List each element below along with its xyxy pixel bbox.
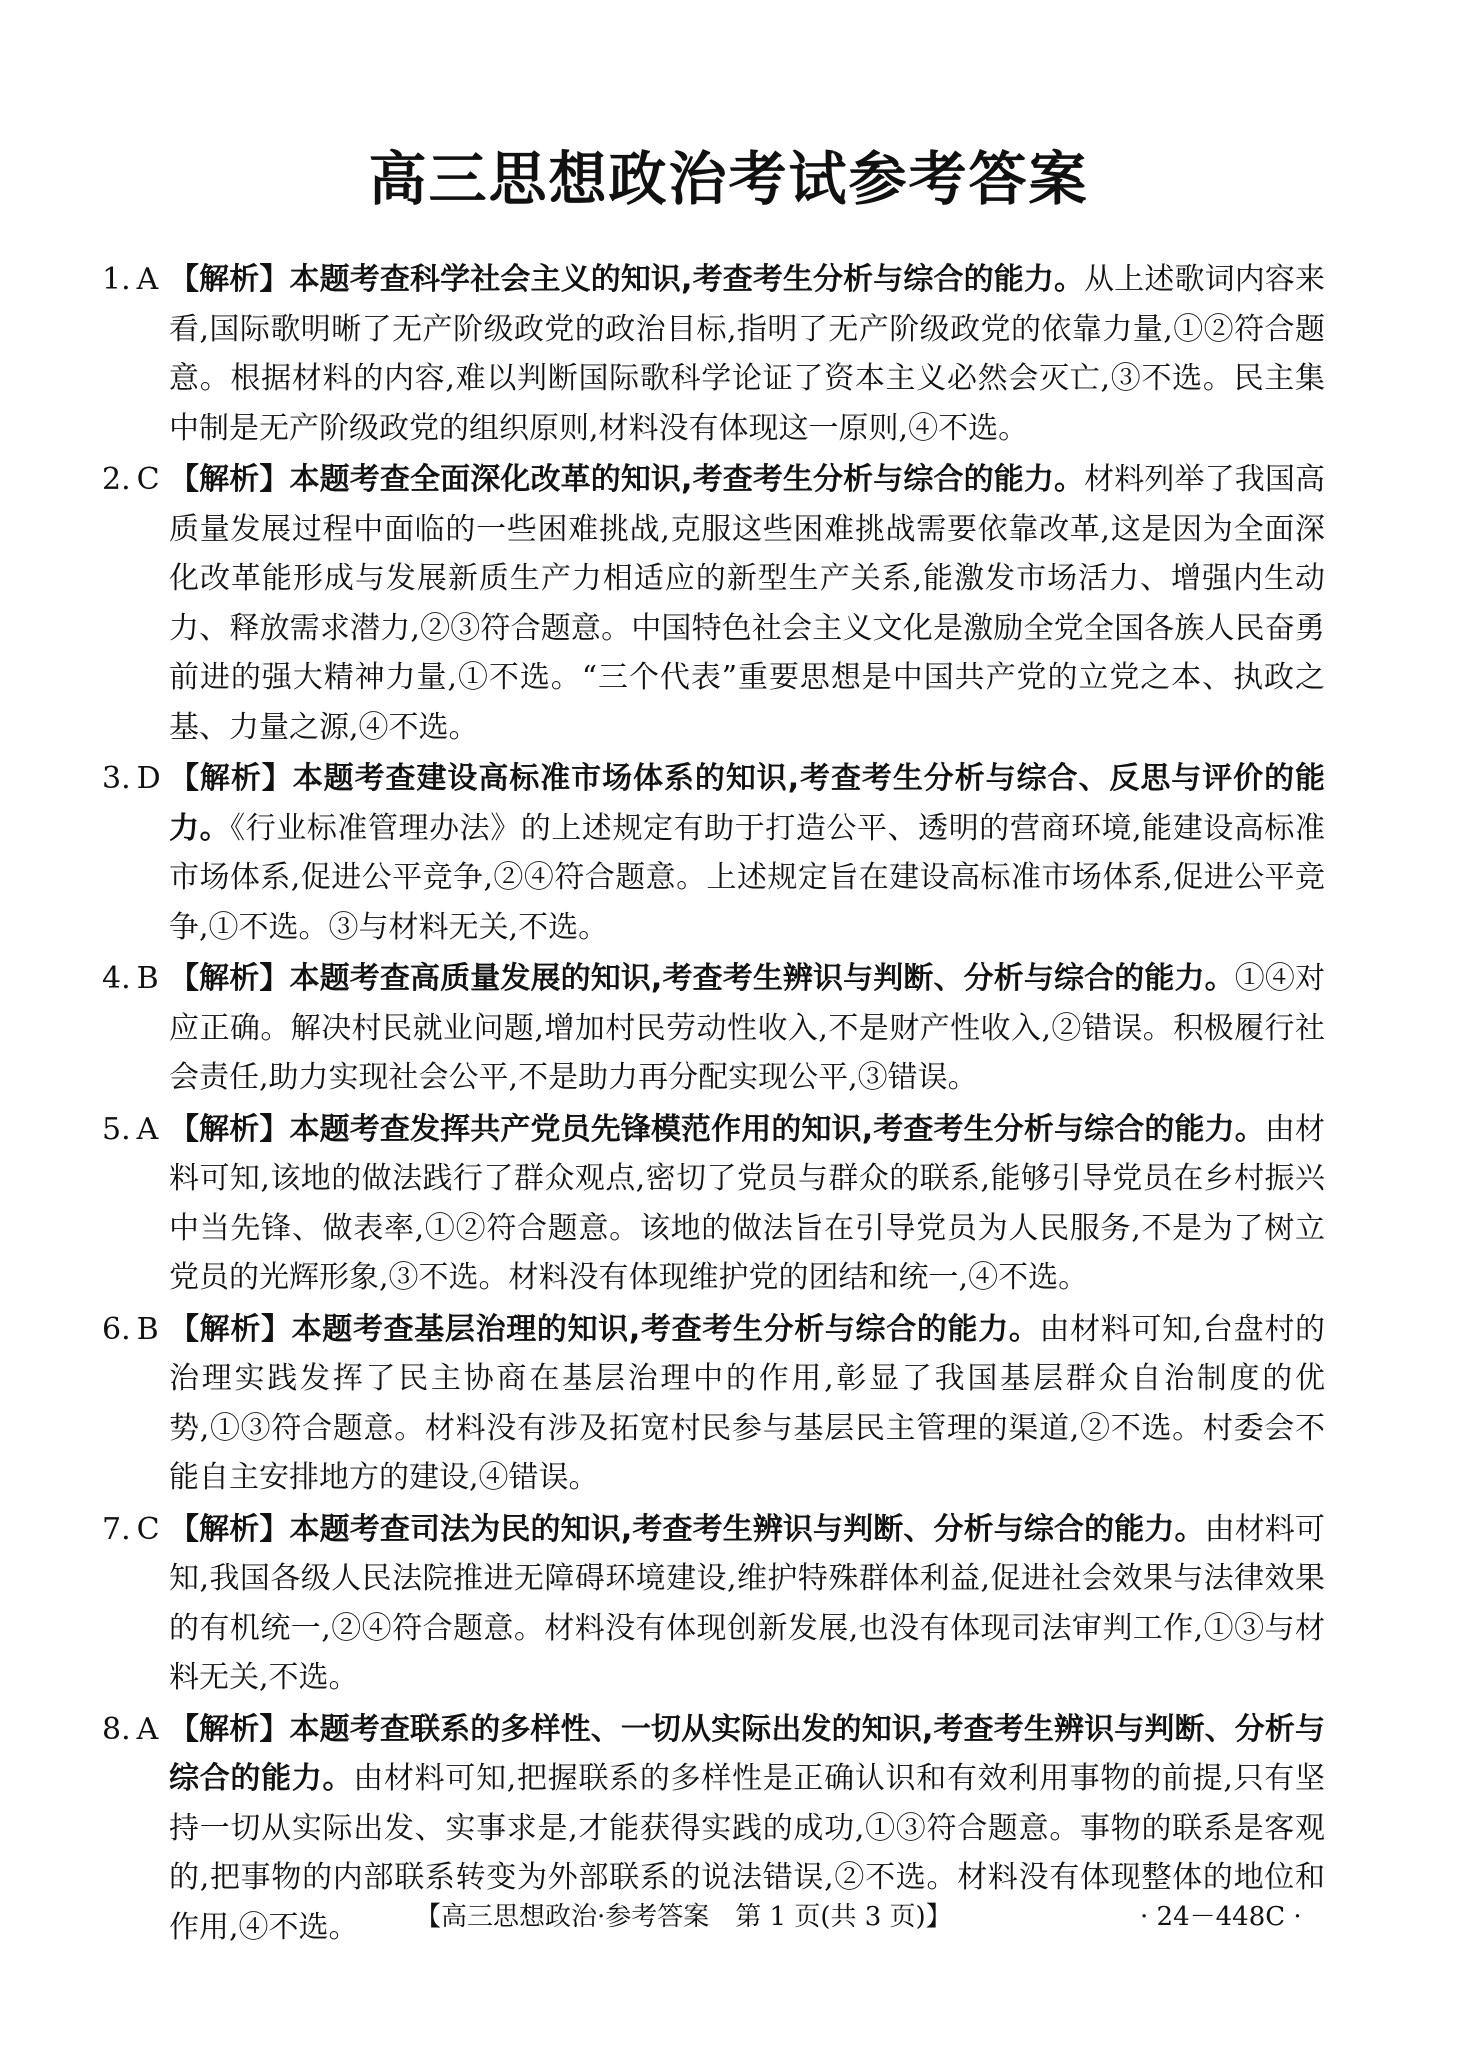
item-number: 2. C <box>102 462 160 497</box>
analysis-lead: 本题考查基层治理的知识,考查考生分析与综合的能力。 <box>291 1311 1040 1347</box>
analysis-tag: 【解析】 <box>169 1711 290 1747</box>
item-number: 3. D <box>102 761 161 796</box>
answer-letter: A <box>136 262 159 297</box>
analysis-tag: 【解析】 <box>169 1511 290 1547</box>
footer-page-info: 【高三思想政治·参考答案 第 1 页(共 3 页)】 <box>415 1902 952 1932</box>
analysis-body: ①④对应正确。解决村民就业问题,增加村民劳动性收入,不是财产性收入,②错误。积极履行社会责任,助力实现社会公平,不是助力再分配实现公平,③错误。 <box>169 961 1325 1095</box>
analysis-tag: 【解析】 <box>169 462 290 497</box>
analysis-lead: 本题考查全面深化改革的知识,考查考生分析与综合的能力。 <box>289 462 1085 497</box>
analysis-body: 由材料可知,我国各级人民法院推进无障碍环境建设,维护特殊群体利益,促进社会效果与法律效果的有机统一,②④符合题意。材料没有体现创新发展,也没有体现司法审判工作,①③与材料无关,不选。 <box>169 1511 1326 1695</box>
page-title: 高三思想政治考试参考答案 <box>368 145 1089 213</box>
answer-item-6 <box>102 1305 1325 1503</box>
analysis-tag: 【解析】 <box>169 761 293 796</box>
footer-doc-code: · 24－448C · <box>1140 1902 1302 1932</box>
answer-item-2 <box>102 455 1326 752</box>
analysis-lead: 本题考查联系的多样性、一切从实际出发的知识,考查考生辨识与判断、分析与综合的能力。 <box>169 1711 1325 1796</box>
answer-letter: C <box>136 462 160 497</box>
item-number: 4. B <box>102 961 159 996</box>
answer-item-3 <box>102 754 1325 952</box>
item-number: 1. A <box>102 262 159 297</box>
item-number: 8. A <box>102 1711 159 1747</box>
analysis-tag: 【解析】 <box>169 961 290 996</box>
item-number: 6. B <box>102 1311 159 1347</box>
analysis-body: 由材料可知,把握联系的多样性是正确认识和有效利用事物的前提,只有坚持一切从实际出发、实事求是,才能获得实践的成功,①③符合题意。事物的联系是客观的,把事物的内部联系转变为外部联系的说法错误,②不选。材料没有体现整体的地位和作用,④不选。 <box>169 1761 1326 1945</box>
answer-letter: B <box>136 1311 159 1347</box>
analysis-lead: 本题考查发挥共产党员先锋模范作用的知识,考查考生分析与综合的能力。 <box>289 1111 1265 1147</box>
answer-item-1 <box>102 255 1326 453</box>
item-number: 7. C <box>102 1511 160 1547</box>
analysis-lead: 本题考查建设高标准市场体系的知识,考查考生分析与综合、反思与评价的能力。 <box>169 761 1325 846</box>
analysis-body: 由材料可知,该地的做法践行了群众观点,密切了党员与群众的联系,能够引导党员在乡村振兴中当先锋、做表率,①②符合题意。该地的做法旨在引导党员为人民服务,不是为了树立党员的光辉形象,③不选。材料没有体现维护党的团结和统一,④不选。 <box>169 1111 1325 1295</box>
analysis-body: 《行业标准管理办法》的上述规定有助于打造公平、透明的营商环境,能建设高标准市场体系,促进公平竞争,②④符合题意。上述规定旨在建设高标准市场体系,促进公平竞争,①不选。③与材料无关,不选。 <box>169 810 1325 945</box>
analysis-body: 由材料可知,台盘村的治理实践发挥了民主协商在基层治理中的作用,彰显了我国基层群众自治制度的优势,①③符合题意。材料没有涉及拓宽村民参与基层民主管理的渠道,②不选。村委会不能自主安排地方的建设,④错误。 <box>169 1311 1325 1495</box>
answer-item-5 <box>102 1105 1325 1303</box>
answer-letter: A <box>136 1111 159 1147</box>
answer-letter: C <box>136 1511 160 1547</box>
analysis-lead: 本题考查高质量发展的知识,考查考生辨识与判断、分析与综合的能力。 <box>289 961 1235 996</box>
analysis-body: 材料列举了我国高质量发展过程中面临的一些困难挑战,克服这些困难挑战需要依靠改革,这是因为全面深化改革能形成与发展新质生产力相适应的新型生产关系,能激发市场活力、增强内生动力、释放需求潜力,②③符合题意。中国特色社会主义文化是激励全党全国各族人民奋勇前进的强大精神力量,①不选。“三个代表”重要思想是中国共产党的立党之本、执政之基、力量之源,④不选。 <box>169 462 1326 745</box>
analysis-lead: 本题考查科学社会主义的知识,考查考生分析与综合的能力。 <box>289 262 1085 297</box>
answer-item-4 <box>102 954 1325 1103</box>
analysis-tag: 【解析】 <box>169 262 290 297</box>
analysis-body: 从上述歌词内容来看,国际歌明晰了无产阶级政党的政治目标,指明了无产阶级政党的依靠力量,①②符合题意。根据材料的内容,难以判断国际歌科学论证了资本主义必然会灭亡,③不选。民主集中制是无产阶级政党的组织原则,材料没有体现这一原则,④不选。 <box>169 262 1326 446</box>
item-number: 5. A <box>102 1111 159 1147</box>
answer-item-7 <box>102 1505 1326 1703</box>
answer-letter: D <box>136 761 161 796</box>
answer-letter: A <box>136 1711 159 1747</box>
analysis-tag: 【解析】 <box>169 1311 292 1347</box>
analysis-tag: 【解析】 <box>169 1111 290 1147</box>
answer-list <box>102 255 1326 1954</box>
answer-letter: B <box>136 961 159 996</box>
analysis-lead: 本题考查司法为民的知识,考查考生辨识与判断、分析与综合的能力。 <box>289 1511 1205 1547</box>
